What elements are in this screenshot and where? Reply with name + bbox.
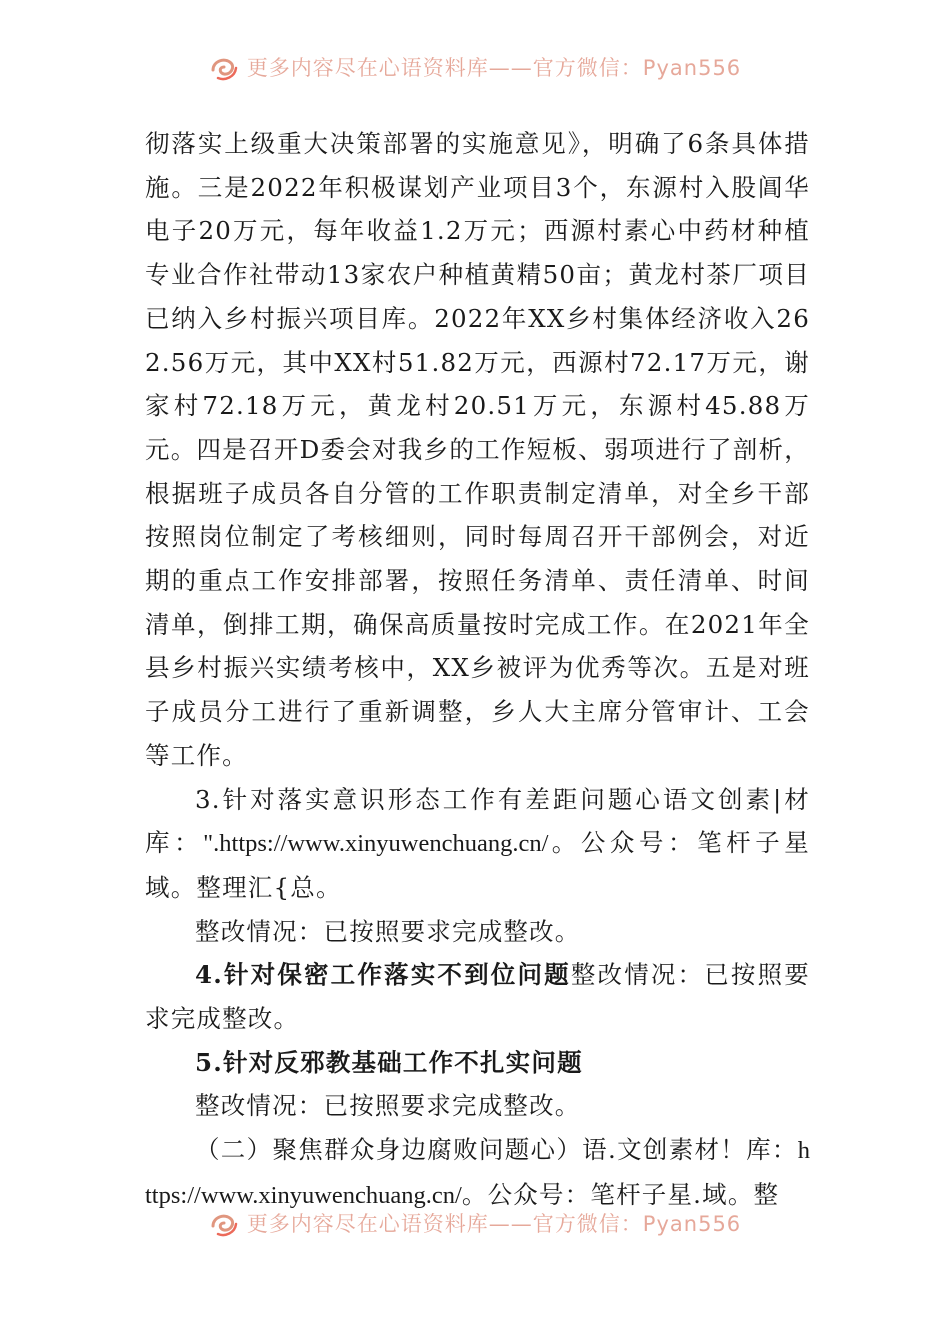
rectification-status-3: 整改情况：已按照要求完成整改。 bbox=[195, 916, 581, 946]
watermark-text: 更多内容尽在心语资料库——官方微信：Pyan556 bbox=[246, 1212, 742, 1236]
item-3-note: 。公众号：笔杆子星域。整理汇{总。 bbox=[145, 828, 810, 902]
paragraph-item-4 bbox=[145, 953, 810, 1040]
item-5-heading: 5.针对反邪教基础工作不扎实问题 bbox=[195, 1047, 583, 1077]
brand-swirl-icon bbox=[209, 53, 239, 83]
paragraph-measures: 彻落实上级重大决策部署的实施意见》，明确了6条具体措施。三是2022年积极谋划产业项目3个，东源村入股阊华电子20万元，每年收益1.2万元；西源村素心中药材种植专业合作社带动13家农户种植黄精50亩；黄龙村茶厂项目已纳入乡村振兴项目库。2022年XX乡村集体经济收入262.56万元，其中XX村51.82万元，西源村72.17万元，谢家村72.18万元，黄龙村20.51万元，东源村45.88万元。四是召开D委会对我乡的工作短板、弱项进行了剖析，根据班子成员各自分管的工作职责制定清单，对全乡干部按照岗位制定了考核细则，同时每周召开干部例会，对近期的重点工作安排部署，按照任务清单、责任清单、时间清单，倒排工期，确保高质量按时完成工作。在2021年全县乡村振兴实绩考核中，XX乡被评为优秀等次。五是对班子成员分工进行了重新调整，乡人大主席分管审计、工会等工作。 bbox=[145, 129, 810, 770]
paragraph-item-3 bbox=[145, 778, 810, 910]
rectification-status-5: 整改情况：已按照要求完成整改。 bbox=[195, 1091, 581, 1121]
item-3-heading: 3.针对落实意识形态工作有差距问题心语文创素|材库： bbox=[145, 784, 810, 858]
header-watermark bbox=[0, 48, 950, 88]
item-4-status: 整改情况：已按照要求完成整改。 bbox=[145, 960, 810, 1034]
footer-watermark bbox=[0, 1204, 950, 1244]
section-2-heading: （二）聚焦群众身边腐败问题心）语.文创素材！库： bbox=[195, 1135, 798, 1165]
item-4-heading: 4.针对保密工作落实不到位问题 bbox=[195, 960, 571, 990]
document-body bbox=[145, 122, 810, 1218]
brand-swirl-icon bbox=[209, 1209, 239, 1239]
watermark-text: 更多内容尽在心语资料库——官方微信：Pyan556 bbox=[246, 56, 742, 80]
item-3-url: ".https://www.xinyuwenchuang.cn/ bbox=[203, 830, 549, 858]
section-2-note: 。公众号：笔杆子星.域。整 bbox=[461, 1179, 780, 1209]
section-2-url: https://www.xinyuwenchuang.cn/ bbox=[145, 1137, 810, 1209]
